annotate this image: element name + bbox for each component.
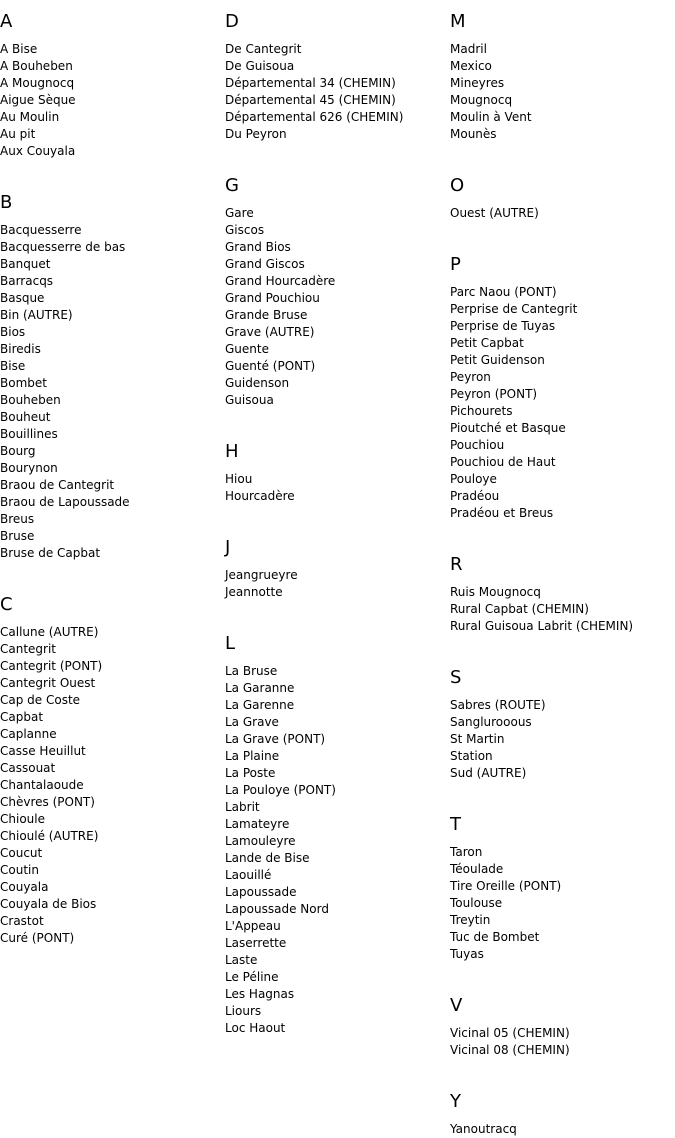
street-name: Laste	[225, 953, 258, 967]
street-name: Crastot	[0, 914, 44, 928]
street-name: Tire Oreille (PONT)	[450, 879, 562, 893]
letter-heading: A	[0, 11, 13, 32]
street-name: Hourcadère	[225, 489, 295, 503]
street-list	[0, 41, 225, 160]
letter-heading: H	[225, 441, 239, 462]
street-list	[450, 1025, 675, 1059]
street-name: Vicinal 05 (CHEMIN)	[450, 1026, 570, 1040]
street-name: Lamateyre	[225, 817, 290, 831]
street-list	[450, 844, 675, 963]
street-name: Guente	[225, 342, 269, 356]
street-name: Téoulade	[450, 862, 504, 876]
street-name: Perprise de Tuyas	[450, 319, 556, 333]
group-spacer	[450, 522, 675, 543]
street-list	[450, 205, 675, 222]
street-list	[225, 41, 450, 143]
street-name: La Garenne	[225, 698, 295, 712]
street-list	[450, 584, 675, 635]
street-name: Cantegrit Ouest	[0, 676, 96, 690]
street-name: Liours	[225, 1004, 262, 1018]
street-list	[225, 567, 450, 601]
street-name: Couyala	[0, 880, 49, 894]
letter-heading: O	[450, 175, 465, 196]
letter-heading: R	[450, 554, 463, 575]
street-name: Grand Hourcadère	[225, 274, 336, 288]
street-name: Le Péline	[225, 970, 279, 984]
letter-group	[0, 11, 225, 160]
street-name: Sud (AUTRE)	[450, 766, 527, 780]
street-name: Coutin	[0, 863, 39, 877]
street-name: Toulouse	[450, 896, 503, 910]
street-name: La Grave (PONT)	[225, 732, 326, 746]
letter-group	[450, 522, 675, 635]
street-name: Pouchiou de Haut	[450, 455, 556, 469]
street-name: Guisoua	[225, 393, 274, 407]
street-name: Station	[450, 749, 493, 763]
street-name: Aigue Sèque	[0, 93, 76, 107]
street-list	[225, 205, 450, 409]
street-name: La Pouloye (PONT)	[225, 783, 336, 797]
street-name: Rural Guisoua Labrit (CHEMIN)	[450, 619, 634, 633]
street-name: Cassouat	[0, 761, 56, 775]
street-name: Petit Capbat	[450, 336, 524, 350]
street-name: Tuc de Bombet	[450, 930, 540, 944]
street-list	[450, 41, 675, 143]
group-spacer	[450, 963, 675, 984]
letter-heading: M	[450, 11, 466, 32]
street-name: Ouest (AUTRE)	[450, 206, 539, 220]
street-name: Chantalaoude	[0, 778, 84, 792]
street-name: Grand Pouchiou	[225, 291, 320, 305]
street-name: Bouillines	[0, 427, 58, 441]
street-name: Biredis	[0, 342, 41, 356]
street-name: Mounès	[450, 127, 497, 141]
group-spacer	[225, 601, 450, 622]
letter-group	[450, 11, 675, 143]
street-name: Bouheut	[0, 410, 51, 424]
street-name: Lamouleyre	[225, 834, 296, 848]
street-name: Sabres (ROUTE)	[450, 698, 546, 712]
letter-heading: Y	[450, 1091, 461, 1112]
letter-heading: B	[0, 192, 13, 213]
street-name: Mougnocq	[450, 93, 513, 107]
street-name: Chioulé (AUTRE)	[0, 829, 99, 843]
street-name: Giscos	[225, 223, 265, 237]
street-name: Peyron (PONT)	[450, 387, 538, 401]
index-column	[225, 0, 450, 1037]
street-name: Perprise de Cantegrit	[450, 302, 578, 316]
street-name: Laouillé	[225, 868, 272, 882]
street-name: Lapoussade	[225, 885, 297, 899]
street-name: Madril	[450, 42, 487, 56]
letter-group	[450, 782, 675, 963]
street-name: Pichourets	[450, 404, 513, 418]
street-list	[0, 222, 225, 562]
street-name: Bombet	[0, 376, 47, 390]
street-name: Curé (PONT)	[0, 931, 75, 945]
letter-heading: G	[225, 175, 239, 196]
index-column	[0, 0, 225, 947]
street-name: Parc Naou (PONT)	[450, 285, 557, 299]
group-spacer	[0, 160, 225, 181]
group-spacer	[450, 222, 675, 243]
street-list	[450, 1121, 675, 1138]
street-name: Grande Bruse	[225, 308, 308, 322]
street-name: Chioule	[0, 812, 45, 826]
letter-heading: V	[450, 995, 463, 1016]
group-spacer	[225, 143, 450, 164]
group-spacer	[450, 1059, 675, 1080]
letter-heading: P	[450, 254, 461, 275]
street-name: A Bouheben	[0, 59, 73, 73]
street-list	[450, 697, 675, 782]
letter-group	[450, 635, 675, 782]
letter-group	[0, 562, 225, 947]
street-name: Bruse de Capbat	[0, 546, 101, 560]
street-name: Pradéou	[450, 489, 500, 503]
street-name: De Guisoua	[225, 59, 295, 73]
street-name: Pouchiou	[450, 438, 505, 452]
street-name: Mineyres	[450, 76, 505, 90]
letter-group	[450, 143, 675, 222]
group-spacer	[0, 562, 225, 583]
street-name: Bacquesserre	[0, 223, 82, 237]
street-name: St Martin	[450, 732, 505, 746]
street-name: Taron	[450, 845, 483, 859]
street-name: Rural Capbat (CHEMIN)	[450, 602, 589, 616]
street-list	[450, 284, 675, 522]
street-name: Jeangrueyre	[225, 568, 298, 582]
street-name: Aux Couyala	[0, 144, 76, 158]
street-name: Lapoussade Nord	[225, 902, 329, 916]
letter-group	[225, 505, 450, 601]
street-name: Bise	[0, 359, 26, 373]
street-name: Ruis Mougnocq	[450, 585, 541, 599]
street-name: Pioutché et Basque	[450, 421, 566, 435]
street-name: Bacquesserre de bas	[0, 240, 126, 254]
letter-heading: D	[225, 11, 239, 32]
street-name: Braou de Lapoussade	[0, 495, 130, 509]
letter-heading: C	[0, 594, 13, 615]
street-name: Les Hagnas	[225, 987, 295, 1001]
street-name: Départemental 626 (CHEMIN)	[225, 110, 404, 124]
group-spacer	[450, 635, 675, 656]
street-name: La Grave	[225, 715, 279, 729]
street-name: Guenté (PONT)	[225, 359, 316, 373]
street-name: Labrit	[225, 800, 260, 814]
letter-heading: J	[225, 537, 231, 558]
street-name: Pouloye	[450, 472, 497, 486]
street-name: Petit Guidenson	[450, 353, 545, 367]
letter-group	[225, 409, 450, 505]
street-name: Guidenson	[225, 376, 290, 390]
street-name: Yanoutracq	[450, 1122, 517, 1136]
street-name: Sanglurooous	[450, 715, 532, 729]
street-name: Basque	[0, 291, 45, 305]
street-name: Départemental 34 (CHEMIN)	[225, 76, 396, 90]
street-name: Laserrette	[225, 936, 287, 950]
street-name: Tuyas	[450, 947, 484, 961]
street-name: Cantegrit	[0, 642, 57, 656]
street-name: De Cantegrit	[225, 42, 302, 56]
street-name: Vicinal 08 (CHEMIN)	[450, 1043, 570, 1057]
street-name: Couyala de Bios	[0, 897, 97, 911]
street-name: Pradéou et Breus	[450, 506, 554, 520]
letter-heading: L	[225, 633, 236, 654]
street-name: Callune (AUTRE)	[0, 625, 99, 639]
street-name: Breus	[0, 512, 35, 526]
street-name: La Plaine	[225, 749, 280, 763]
group-spacer	[225, 505, 450, 526]
street-name: Au Moulin	[0, 110, 60, 124]
street-name: La Garanne	[225, 681, 295, 695]
street-name: Loc Haout	[225, 1021, 286, 1035]
street-list	[0, 624, 225, 947]
group-spacer	[225, 409, 450, 430]
street-name: L'Appeau	[225, 919, 281, 933]
street-name: Bios	[0, 325, 26, 339]
letter-group	[225, 11, 450, 143]
street-list	[225, 663, 450, 1037]
street-name: Caplanne	[0, 727, 57, 741]
street-name: Casse Heuillut	[0, 744, 86, 758]
street-name: Cap de Coste	[0, 693, 81, 707]
letter-group	[0, 160, 225, 562]
group-spacer	[450, 782, 675, 803]
street-name: Lande de Bise	[225, 851, 310, 865]
street-name: Banquet	[0, 257, 51, 271]
group-spacer	[450, 143, 675, 164]
letter-group	[450, 222, 675, 522]
street-name: La Bruse	[225, 664, 278, 678]
street-name: Grand Giscos	[225, 257, 305, 271]
letter-heading: S	[450, 667, 462, 688]
street-name: Bruse	[0, 529, 35, 543]
street-name: La Poste	[225, 766, 276, 780]
letter-group	[225, 143, 450, 409]
street-name: Mexico	[450, 59, 492, 73]
street-name: Treytin	[450, 913, 491, 927]
letter-group	[225, 601, 450, 1037]
street-name: Barracqs	[0, 274, 54, 288]
street-name: Bouheben	[0, 393, 61, 407]
street-name: Hiou	[225, 472, 253, 486]
street-list	[225, 471, 450, 505]
street-name: Bourg	[0, 444, 36, 458]
street-name: A Bise	[0, 42, 38, 56]
street-name: Départemental 45 (CHEMIN)	[225, 93, 396, 107]
street-name: Gare	[225, 206, 254, 220]
street-name: Chèvres (PONT)	[0, 795, 95, 809]
street-name: Bourynon	[0, 461, 58, 475]
letter-group	[450, 963, 675, 1059]
street-name: A Mougnocq	[0, 76, 75, 90]
street-name: Braou de Cantegrit	[0, 478, 115, 492]
street-name: Moulin à Vent	[450, 110, 532, 124]
street-name: Grand Bios	[225, 240, 291, 254]
street-name: Bin (AUTRE)	[0, 308, 73, 322]
street-name: Capbat	[0, 710, 44, 724]
street-name: Jeannotte	[225, 585, 283, 599]
letter-heading: T	[450, 814, 461, 835]
street-name: Du Peyron	[225, 127, 287, 141]
street-name: Peyron	[450, 370, 491, 384]
street-name: Coucut	[0, 846, 43, 860]
street-name: Grave (AUTRE)	[225, 325, 315, 339]
letter-group	[450, 1059, 675, 1138]
street-name: Au pit	[0, 127, 36, 141]
index-column	[450, 0, 675, 1138]
street-name: Cantegrit (PONT)	[0, 659, 103, 673]
